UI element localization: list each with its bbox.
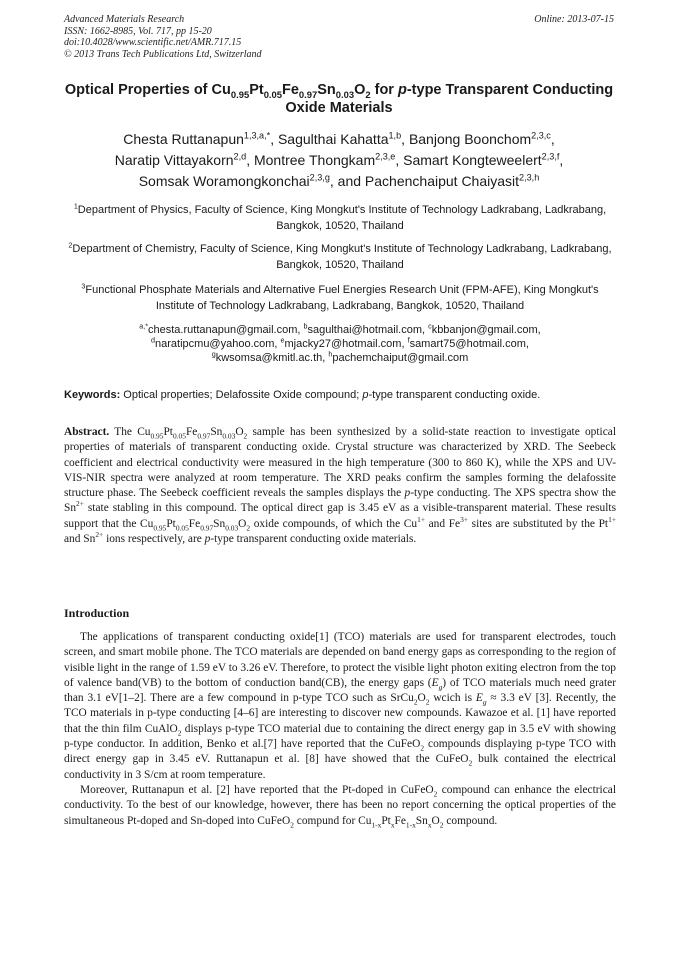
abstract: Abstract. The $Cu_{0.95}Pt_{0.05}Fe_{0.97}Sn_{0.03}O_2$ sample has been synthesized by a solid-state reaction to investigate optical properties of materials of transparent conducting oxide. Crystal structure was characterized by XRD. The Seebeck coefficient and electrical conductivity were measured in the high temperature (300 to 860 K), while the XPS and UV-VIS-NIR spectra were analyzed at room temperature. The XRD peaks confirm the samples forming the delafossite structure phase. The Seebeck coefficient reveals the samples displays the p-type conducting. The XPS spectra show the $Sn^{2+}$ state stabling in this compound. The optical direct gap is 3.45 eV as a visible-transparent material. These results support that the $Cu_{0.95}Pt_{0.05}Fe_{0.97}Sn_{0.03}O_2$ oxide compounds, of which the $Cu^{1+}$ and $Fe^{3+}$ sites are substituted by the $Pt^{1+}$ and $Sn^{2+}$ ions respectively, are p-type transparent conducting oxide materials. — [64, 426, 616, 546]
affiliation-1: $^1$Department of Physics, Faculty of Science, King Mongkut's Institute of Technology Ladkrabang, Ladkrabang, Bangkok, 10520, Thailand — [73, 202, 607, 232]
email-link[interactable]: samart75@hotmail.com — [409, 338, 526, 350]
author: Montree Thongkam — [253, 152, 376, 168]
email-link[interactable]: kbbanjon@gmail.com — [431, 324, 538, 336]
author: Sagulthai Kahatta — [277, 131, 389, 147]
author: Banjong Boonchom — [408, 131, 532, 147]
author: Chesta Ruttanapun — [123, 131, 244, 147]
online-date: Online: 2013-07-15 — [534, 14, 614, 25]
intro-paragraph-2: Moreover, Ruttanapun et al. [2] have reported that the Pt-doped in CuFeO$_2$ compound can enhance the electrical conductivity. To the best of our knowledge, however, there has been no report concerning the optical properties of the simultaneous Pt-doped and Sn-doped into CuFeO$_2$ compund for $Cu_{1-x}Pt_xFe_{1-x}Sn_xO_2$ compound. — [64, 783, 616, 829]
journal-doi: doi:10.4028/www.scientific.net/AMR.717.15 — [64, 37, 242, 48]
journal-name: Advanced Materials Research — [64, 14, 185, 25]
intro-paragraph-1: The applications of transparent conducting oxide[1] (TCO) materials are used for transparent electrodes, touch screen, and smart mobile phone. The TCO materials are depended on band energy gaps as corresponding to the region of visible light in the range of 1.59 eV to 3.26 eV. Therefore, to protect the visible light photon exiting electron from the top of valence band(VB) to the bottom of conduction band(CB), the energy gaps $(E_g)$ of TCO materials much need grater than 3.1 eV[1–2]. There are a few compound in p-type TCO such as $SrCu_2O_2$ wcich is $E_g \approx 3.3$ eV [3]. Recently, the TCO materials in p-type conducting [4–6] are interesting to discover new compounds. Kawazoe et al. [1] have reported that the thin film CuAlO$_2$ displays p-type TCO material due to containing the direct energy gap in 3.5 eV with showing p-type conductor. In addition, Benko et al.[7] have reported that the CuFeO$_2$ compounds displaying p-type TCO with direct energy gap in 3.45 eV. Ruttanapun et al. [8] have showed that the CuFeO$_2$ bulk contained the electrical conductivity in 3 S/cm at room temperature. — [64, 631, 616, 781]
author: Somsak Woramongkonchai — [138, 173, 310, 189]
journal-issn: ISSN: 1662-8985, Vol. 717, pp 15-20 — [64, 25, 212, 37]
journal-copyright: © 2013 Trans Tech Publications Ltd, Switzerland — [64, 48, 262, 60]
email-link[interactable]: kwsomsa@kmitl.ac.th — [215, 352, 323, 364]
email-link[interactable]: sagulthai@hotmail.com — [307, 324, 422, 336]
author: Naratip Vittayakorn — [114, 152, 234, 168]
email-link[interactable]: naratipcmu@yahoo.com — [155, 338, 275, 350]
email-link[interactable]: chesta.ruttanapun@gmail.com — [148, 324, 298, 336]
author: Samart Kongteweelert — [403, 152, 542, 168]
email-link[interactable]: mjacky27@hotmail.com — [284, 338, 402, 350]
author: Pachenchaiput Chaiyasit — [364, 173, 520, 189]
keywords: Keywords: Optical properties; Delafossite Oxide compound; p-type transparent conducting oxide. — [64, 389, 541, 401]
journal-header — [64, 14, 262, 60]
affiliation-3: $^3$Functional Phosphate Materials and Alternative Fuel Energies Research Unit (FPM-AFE), King Mongkut's Institute of Technology Ladkrabang, Ladkrabang, Bangkok, 10520, Thailand — [81, 282, 599, 312]
paper-title: Optical Properties of $Cu_{0.95}Pt_{0.05}Fe_{0.97}Sn_{0.03}O_2$ for p-type Transparent Conducting Oxide Materials — [64, 82, 614, 116]
section-heading-introduction: Introduction — [64, 606, 130, 620]
introduction-body — [64, 630, 616, 829]
author-list: Chesta Ruttanapun$^{1,3,a,*}$, Sagulthai Kahatta$^{1,b}$, Banjong Boonchom$^{2,3,c}$, Naratip Vittayakorn$^{2,d}$, Montree Thongkam$^{2,3,e}$, Samart Kongteweelert$^{2,3,f}$, Somsak Woramongkonchai$^{2,3,g}$, and Pachenchaiput Chaiyasit$^{2,3,h}$ — [114, 130, 564, 189]
affiliation-2: $^2$Department of Chemistry, Faculty of Science, King Mongkut's Institute of Technology Ladkrabang, Ladkrabang, Bangkok, 10520, Thailand — [68, 241, 612, 271]
email-link[interactable]: pachemchaiput@gmail.com — [332, 352, 469, 364]
author-emails: $^{a,*}$chesta.ruttanapun@gmail.com, $^b$sagulthai@hotmail.com, $^c$kbbanjon@gmail.com, $^d$naratipcmu@yahoo.com, $^e$mjacky27@hotmail.com, $^f$samart75@hotmail.com, $^g$kwsomsa@kmitl.ac.th, $^h$pachemchaiput@gmail.com — [139, 322, 541, 364]
